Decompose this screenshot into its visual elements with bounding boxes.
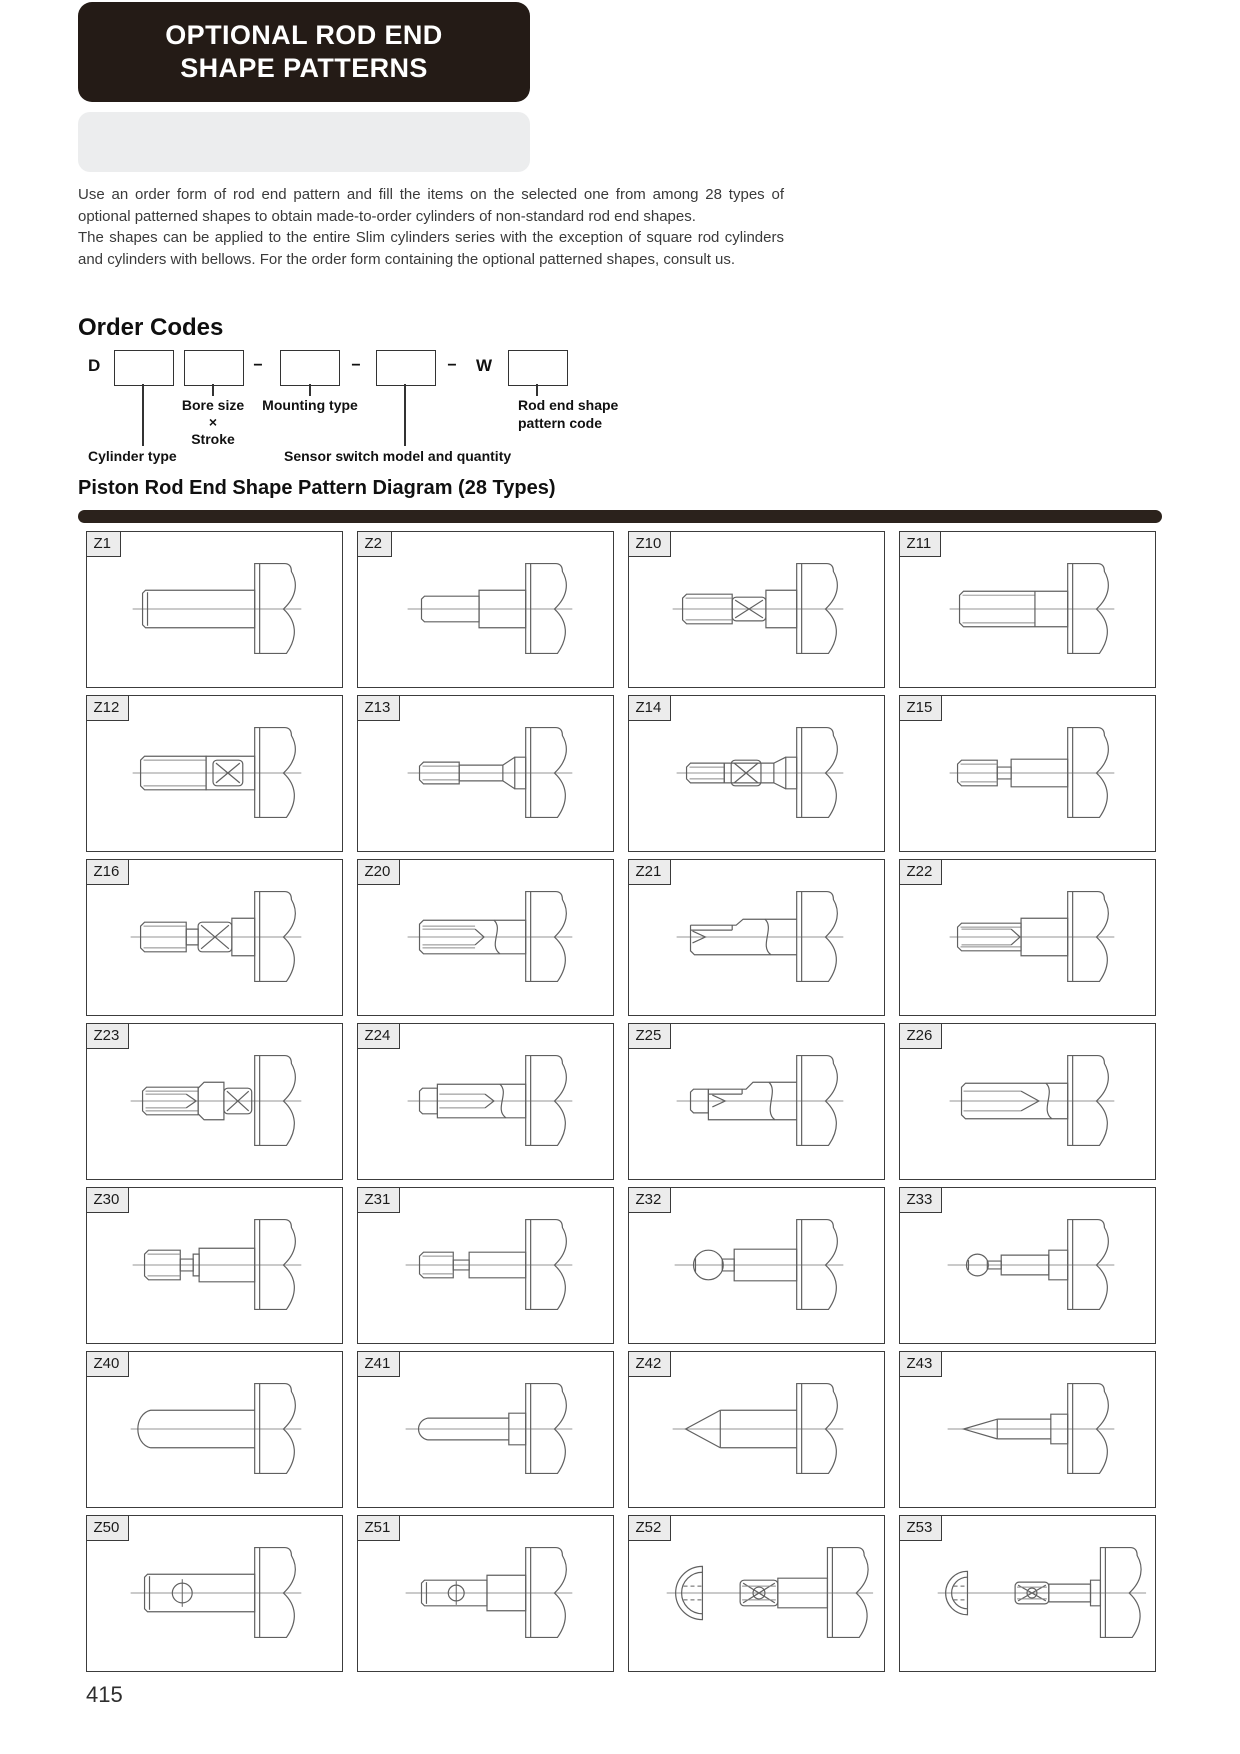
- label-sensor-switch: Sensor switch model and quantity: [284, 448, 512, 464]
- page-title-line2: SHAPE PATTERNS: [180, 53, 428, 83]
- pattern-cell-z32: [628, 1187, 885, 1344]
- label-rod-end-shape-2: pattern code: [518, 415, 603, 431]
- pattern-code-label: Z14: [628, 695, 672, 721]
- pattern-code-label: Z52: [628, 1515, 672, 1541]
- connector-line-cylinder-type: [142, 384, 144, 446]
- intro-paragraph-1: Use an order form of rod end pattern and fill the items on the selected one from among 28 types of optional patterned shapes to obtain made-to-order cylinders of non-standard rod end shapes.: [78, 186, 784, 225]
- pattern-code-label: Z13: [357, 695, 401, 721]
- order-code-box-cylinder-type: [114, 350, 174, 386]
- order-codes-heading: Order Codes: [78, 314, 224, 341]
- intro-paragraph-2: The shapes can be applied to the entire Slim cylinders series with the exception of square rod cylinders and cylinders with bellows. For the order form containing the optional patterned shapes, consult us.: [78, 229, 784, 268]
- page-title-line1: OPTIONAL ROD END: [165, 20, 443, 50]
- pattern-code-label: Z10: [628, 531, 672, 557]
- label-rod-end-shape-1: Rod end shape: [518, 397, 619, 413]
- pattern-cell-z53: [899, 1515, 1156, 1672]
- pattern-code-label: Z21: [628, 859, 672, 885]
- connector-line-bore: [212, 384, 214, 396]
- pattern-code-label: Z41: [357, 1351, 401, 1377]
- rod-end-drawing-plain-rod: [87, 532, 342, 687]
- pattern-cell-z2: [357, 531, 614, 688]
- pattern-cell-z20: [357, 859, 614, 1016]
- pattern-code-label: Z42: [628, 1351, 672, 1377]
- pattern-code-label: Z22: [899, 859, 943, 885]
- pattern-cell-z22: [899, 859, 1156, 1016]
- pattern-cell-z40: [86, 1351, 343, 1508]
- pattern-code-label: Z31: [357, 1187, 401, 1213]
- order-code-prefix-w: W: [476, 356, 493, 375]
- pattern-code-label: Z53: [899, 1515, 943, 1541]
- pattern-code-label: Z50: [86, 1515, 130, 1541]
- pattern-cell-z25: [628, 1023, 885, 1180]
- rod-end-drawing-stepped-small-diameter-rod: [358, 532, 613, 687]
- pattern-code-label: Z32: [628, 1187, 672, 1213]
- order-code-box-mounting-type: [280, 350, 340, 386]
- pattern-cell-z42: [628, 1351, 885, 1508]
- pattern-code-label: Z24: [357, 1023, 401, 1049]
- pattern-cell-z43: [899, 1351, 1156, 1508]
- pattern-cell-z15: [899, 695, 1156, 852]
- order-code-separator-1: −: [253, 357, 263, 374]
- decorative-gray-panel: [78, 112, 530, 172]
- pattern-cell-z23: [86, 1023, 343, 1180]
- pattern-cell-z51: [357, 1515, 614, 1672]
- label-mounting-type: Mounting type: [262, 397, 358, 413]
- pattern-code-label: Z16: [86, 859, 130, 885]
- order-code-box-rod-end-pattern: [508, 350, 568, 386]
- pattern-code-label: Z1: [86, 531, 122, 557]
- pattern-cell-z33: [899, 1187, 1156, 1344]
- pattern-cell-z52: [628, 1515, 885, 1672]
- pattern-cell-z1: [86, 531, 343, 688]
- label-cylinder-type: Cylinder type: [88, 448, 177, 464]
- label-bore-size: Bore size: [181, 397, 245, 413]
- order-code-separator-3: −: [447, 357, 457, 374]
- connector-line-rod-end: [536, 384, 538, 396]
- pattern-cell-z10: [628, 531, 885, 688]
- section-rule-bar: [78, 510, 1162, 523]
- pattern-code-label: Z15: [899, 695, 943, 721]
- pattern-code-label: Z51: [357, 1515, 401, 1541]
- pattern-code-label: Z43: [899, 1351, 943, 1377]
- page-number: 415: [86, 1682, 123, 1707]
- pattern-cell-z16: [86, 859, 343, 1016]
- order-code-box-sensor-switch: [376, 350, 436, 386]
- pattern-cell-z50: [86, 1515, 343, 1672]
- pattern-code-label: Z2: [357, 531, 393, 557]
- pattern-cell-z26: [899, 1023, 1156, 1180]
- label-stroke: Stroke: [191, 431, 235, 447]
- pattern-code-label: Z26: [899, 1023, 943, 1049]
- label-times: ×: [208, 414, 218, 430]
- pattern-cell-z30: [86, 1187, 343, 1344]
- pattern-code-label: Z33: [899, 1187, 943, 1213]
- diagram-heading: Piston Rod End Shape Pattern Diagram (28 Types): [78, 477, 556, 499]
- pattern-code-label: Z11: [899, 531, 942, 557]
- pattern-cell-z14: [628, 695, 885, 852]
- intro-text: [78, 184, 784, 270]
- page-title-banner: [78, 2, 530, 102]
- connector-line-mounting: [309, 384, 311, 396]
- pattern-cell-z12: [86, 695, 343, 852]
- pattern-code-label: Z25: [628, 1023, 672, 1049]
- pattern-cell-z13: [357, 695, 614, 852]
- order-code-separator-2: −: [351, 357, 361, 374]
- order-code-prefix-d: D: [88, 356, 101, 375]
- pattern-code-label: Z12: [86, 695, 130, 721]
- pattern-code-label: Z20: [357, 859, 401, 885]
- pattern-cell-z24: [357, 1023, 614, 1180]
- pattern-code-label: Z23: [86, 1023, 130, 1049]
- connector-line-sensor-switch: [404, 384, 406, 446]
- pattern-cell-z41: [357, 1351, 614, 1508]
- pattern-cell-z31: [357, 1187, 614, 1344]
- pattern-cell-z21: [628, 859, 885, 1016]
- order-code-box-bore-stroke: [184, 350, 244, 386]
- pattern-code-label: Z30: [86, 1187, 130, 1213]
- pattern-code-label: Z40: [86, 1351, 130, 1377]
- pattern-cell-z11: [899, 531, 1156, 688]
